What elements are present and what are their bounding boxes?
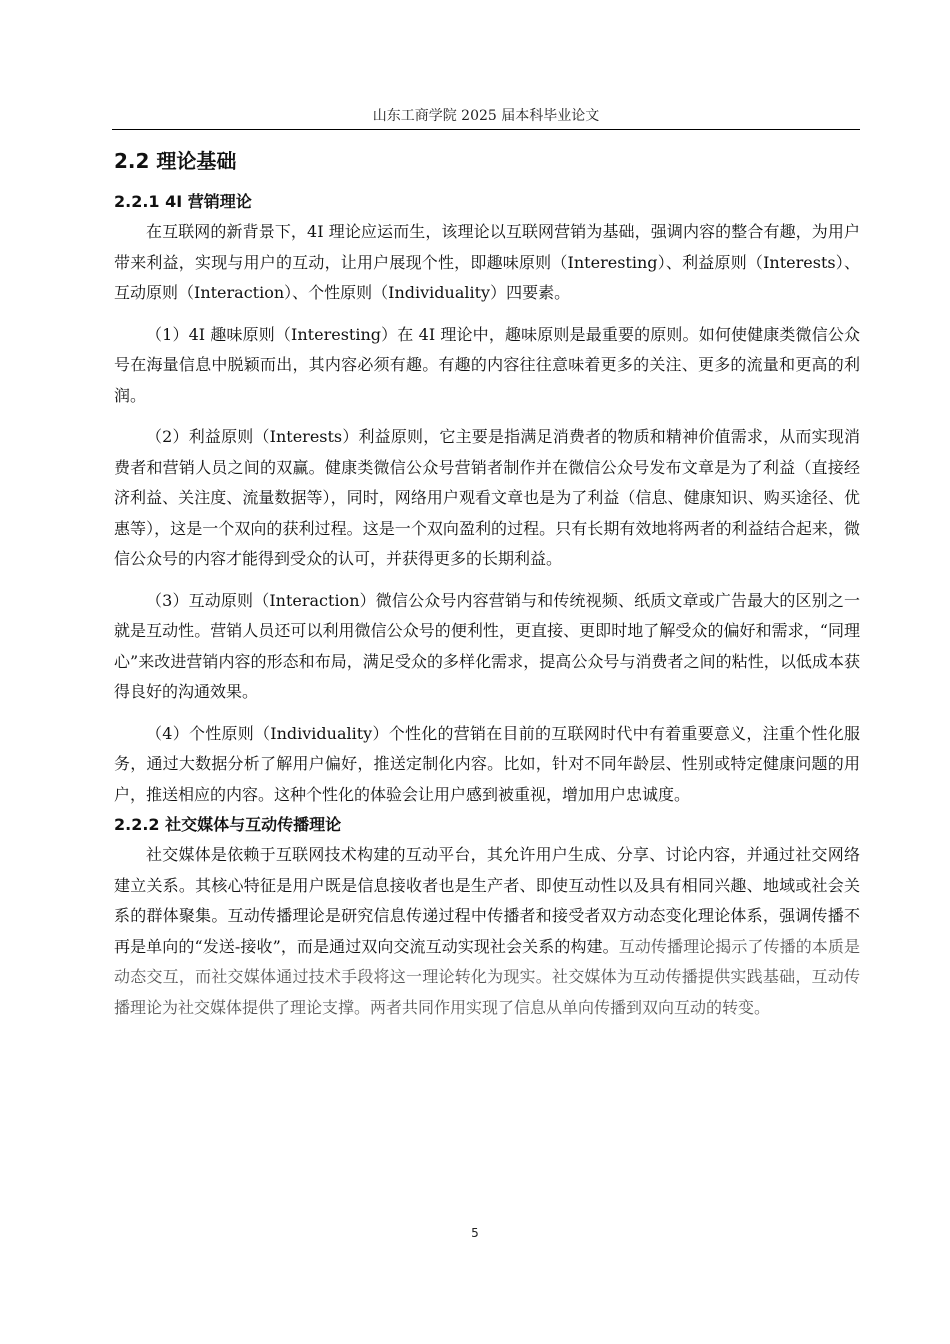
section-heading: 2.2 理论基础 — [114, 149, 237, 173]
paragraph-social-media — [114, 840, 860, 1023]
paragraph-interests: （2）利益原则（Interests）利益原则，它主要是指满足消费者的物质和精神价值需求，从而实现消费者和营销人员之间的双赢。健康类微信公众号营销者制作并在微信公众号发布文章是为了利益（直接经济利益、关注度、流量数据等），同时，网络用户观看文章也是为了利益（信息、健康知识、购买途径、优惠等），这是一个双向的获利过程。这是一个双向盈利的过程。只有长期有效地将两者的利益结合起来，微信公众号的内容才能得到受众的认可，并获得更多的长期利益。 — [114, 427, 860, 568]
paragraph-social-media-highlight: 互动传播理论揭示了传播的本质是动态交互，而社交媒体通过技术手段将这一理论转化为现实。社交媒体为互动传播提供实践基础，互动传播理论为社交媒体提供了理论支撑。两者共同作用实现了信息从单向传播到双向互动的转变。 — [114, 936, 860, 1017]
page-number: 5 — [471, 1226, 479, 1240]
paragraph-interesting: （1）4I 趣味原则（Interesting）在 4I 理论中，趣味原则是最重要的原则。如何使健康类微信公众号在海量信息中脱颖而出，其内容必须有趣。有趣的内容往往意味着更多的关注、更多的流量和更高的利润。 — [114, 324, 860, 405]
header-rule — [112, 129, 860, 130]
paragraph-individuality: （4）个性原则（Individuality）个性化的营销在目前的互联网时代中有着重要意义，注重个性化服务，通过大数据分析了解用户偏好，推送定制化内容。比如，针对不同年龄层、性别或特定健康问题的用户，推送相应的内容。这种个性化的体验会让用户感到被重视，增加用户忠诚度。 — [114, 723, 860, 804]
page-content — [114, 141, 860, 1023]
running-header: 山东工商学院 2025 届本科毕业论文 — [372, 108, 600, 124]
subsection-heading-social-media: 2.2.2 社交媒体与互动传播理论 — [114, 815, 342, 834]
paragraph-4i-intro: 在互联网的新背景下，4I 理论应运而生，该理论以互联网营销为基础，强调内容的整合有趣，为用户带来利益，实现与用户的互动，让用户展现个性，即趣味原则（Interesting）、利益原则（Interests）、互动原则（Interaction）、个性原则（Individuality）四要素。 — [114, 222, 860, 302]
paragraph-interaction: （3）互动原则（Interaction）微信公众号内容营销与和传统视频、纸质文章或广告最大的区别之一就是互动性。营销人员还可以利用微信公众号的便利性，更直接、更即时地了解受众的偏好和需求，“同理心”来改进营销内容的形态和布局，满足受众的多样化需求，提高公众号与消费者之间的粘性，以低成本获得良好的沟通效果。 — [114, 590, 860, 701]
paragraph-social-media-main: 社交媒体是依赖于互联网技术构建的互动平台，其允许用户生成、分享、讨论内容，并通过社交网络建立关系。其核心特征是用户既是信息接收者也是生产者、即使互动性以及具有相同兴趣、地域或社会关系的群体聚集。互动传播理论是研究信息传递过程中传播者和接受者双方动态变化理论体系，强调传播不再是单向的“发送-接收”，而是通过双向交流互动实现社会关系的构建。 — [114, 845, 860, 956]
subsection-heading-4i: 2.2.1 4I 营销理论 — [114, 192, 252, 211]
